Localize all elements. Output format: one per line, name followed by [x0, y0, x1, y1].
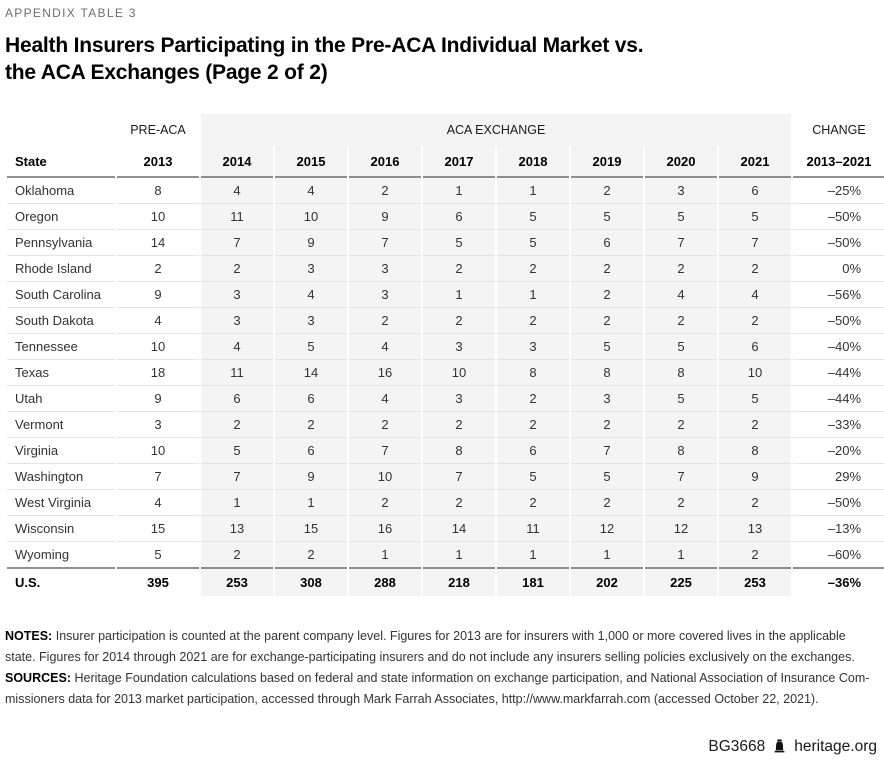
value-cell: 2 [423, 256, 495, 282]
value-cell: 8 [497, 360, 569, 386]
table-row [7, 542, 884, 569]
column-header-2021: 2021 [719, 146, 791, 178]
value-cell: 2 [497, 386, 569, 412]
value-cell: 10 [117, 334, 199, 360]
value-cell: 308 [275, 569, 347, 596]
value-cell: 4 [349, 386, 421, 412]
value-cell: 8 [645, 438, 717, 464]
value-cell: 395 [147, 575, 169, 590]
state-cell: Oregon [7, 204, 115, 230]
value-cell: 4 [117, 308, 199, 334]
change-cell: –50% [793, 204, 884, 230]
value-cell: 288 [349, 569, 421, 596]
column-header-state: State [7, 146, 115, 178]
value-cell: 2 [719, 308, 791, 334]
value-cell: 2 [423, 412, 495, 438]
table-row [7, 360, 884, 386]
value-cell: 2 [645, 308, 717, 334]
group-header-spacer [7, 114, 115, 146]
value-cell: 2 [349, 490, 421, 516]
group-header-change: CHANGE [812, 123, 866, 137]
state-cell: Utah [7, 386, 115, 412]
value-cell: 1 [275, 490, 347, 516]
value-cell: 11 [201, 360, 273, 386]
change-cell: 29% [793, 464, 884, 490]
value-cell: 4 [117, 490, 199, 516]
value-cell: 4 [349, 334, 421, 360]
column-header-row [7, 146, 884, 178]
value-cell: 2 [275, 412, 347, 438]
value-cell: 3 [349, 282, 421, 308]
change-cell: –60% [793, 542, 884, 569]
value-cell: 1 [423, 178, 495, 204]
value-cell: 3 [423, 386, 495, 412]
table-row [7, 334, 884, 360]
value-cell: 3 [497, 334, 569, 360]
value-cell: 3 [201, 308, 273, 334]
value-cell: 2 [571, 308, 643, 334]
value-cell: 5 [497, 204, 569, 230]
value-cell: 10 [117, 438, 199, 464]
table-row [7, 178, 884, 204]
value-cell: 1 [201, 490, 273, 516]
value-cell: 2 [571, 282, 643, 308]
value-cell: 5 [201, 438, 273, 464]
value-cell: 2 [571, 178, 643, 204]
value-cell: 7 [201, 464, 273, 490]
table-row [7, 308, 884, 334]
value-cell: 2 [571, 490, 643, 516]
value-cell: 1 [423, 282, 495, 308]
insurers-table [5, 114, 884, 596]
value-cell: 2 [645, 256, 717, 282]
value-cell: 5 [497, 464, 569, 490]
value-cell: 6 [275, 438, 347, 464]
sources-text: Heritage Foundation calculations based on federal and state information on exchange participation, and National Association of Insurance Com-missioners data for 2013 market participation, accessed through Mark Farrah Associates, http://www.markfarrah.com (accessed October 22, 2021). [5, 671, 870, 706]
value-cell: 8 [571, 360, 643, 386]
value-cell: 202 [571, 569, 643, 596]
value-cell: 5 [645, 334, 717, 360]
value-cell: 7 [645, 230, 717, 256]
appendix-table-label: APPENDIX TABLE 3 [5, 6, 137, 20]
site-link[interactable]: heritage.org [794, 738, 877, 755]
value-cell: 11 [497, 516, 569, 542]
state-cell: Rhode Island [7, 256, 115, 282]
value-cell: 5 [719, 386, 791, 412]
value-cell: 10 [275, 204, 347, 230]
table-row [7, 490, 884, 516]
change-cell: 0% [793, 256, 884, 282]
totals-row [7, 569, 884, 596]
state-cell: U.S. [15, 575, 41, 590]
value-cell: 2 [571, 256, 643, 282]
value-cell: 4 [275, 178, 347, 204]
value-cell: 7 [349, 438, 421, 464]
value-cell: 5 [275, 334, 347, 360]
change-cell: –56% [793, 282, 884, 308]
value-cell: 2 [117, 256, 199, 282]
value-cell: 225 [645, 569, 717, 596]
change-cell: –50% [793, 230, 884, 256]
value-cell: 5 [571, 204, 643, 230]
value-cell: 14 [117, 230, 199, 256]
value-cell: 10 [719, 360, 791, 386]
state-cell: Tennessee [7, 334, 115, 360]
sources-paragraph [5, 668, 879, 710]
table-row [7, 386, 884, 412]
table-row [7, 412, 884, 438]
value-cell: 3 [645, 178, 717, 204]
value-cell: 1 [497, 282, 569, 308]
change-cell: –40% [793, 334, 884, 360]
value-cell: 9 [117, 282, 199, 308]
value-cell: 1 [571, 542, 643, 569]
value-cell: 15 [275, 516, 347, 542]
table-row [7, 204, 884, 230]
value-cell: 3 [571, 386, 643, 412]
value-cell: 1 [349, 542, 421, 569]
value-cell: 2 [719, 412, 791, 438]
value-cell: 6 [201, 386, 273, 412]
value-cell: 5 [117, 542, 199, 569]
value-cell: 3 [117, 412, 199, 438]
table-body [7, 178, 884, 596]
sources-label: SOURCES: [5, 671, 71, 685]
group-header-aca-exchange: ACA EXCHANGE [201, 114, 791, 146]
value-cell: 4 [201, 334, 273, 360]
value-cell: 2 [423, 490, 495, 516]
value-cell: 5 [719, 204, 791, 230]
value-cell: 181 [497, 569, 569, 596]
page-title-line1: Health Insurers Participating in the Pre-ACA Individual Market vs. [5, 34, 644, 57]
value-cell: 2 [645, 412, 717, 438]
value-cell: 2 [275, 542, 347, 569]
value-cell: 5 [497, 230, 569, 256]
value-cell: 253 [719, 569, 791, 596]
notes-label: NOTES: [5, 629, 53, 643]
value-cell: 2 [719, 542, 791, 569]
column-header-2016: 2016 [349, 146, 421, 178]
value-cell: 2 [201, 256, 273, 282]
value-cell: 2 [349, 178, 421, 204]
value-cell: 1 [645, 542, 717, 569]
value-cell: 1 [497, 542, 569, 569]
change-cell: –36% [827, 575, 862, 590]
value-cell: 16 [349, 360, 421, 386]
change-cell: –44% [793, 386, 884, 412]
value-cell: 9 [275, 230, 347, 256]
value-cell: 5 [571, 464, 643, 490]
change-cell: –33% [793, 412, 884, 438]
value-cell: 2 [349, 412, 421, 438]
change-cell: –13% [793, 516, 884, 542]
value-cell: 9 [275, 464, 347, 490]
value-cell: 18 [117, 360, 199, 386]
value-cell: 5 [645, 204, 717, 230]
value-cell: 14 [423, 516, 495, 542]
value-cell: 6 [719, 334, 791, 360]
value-cell: 2 [201, 412, 273, 438]
value-cell: 253 [201, 569, 273, 596]
value-cell: 2 [571, 412, 643, 438]
value-cell: 1 [497, 178, 569, 204]
value-cell: 4 [275, 282, 347, 308]
value-cell: 2 [349, 308, 421, 334]
value-cell: 7 [201, 230, 273, 256]
value-cell: 4 [201, 178, 273, 204]
state-cell: Vermont [7, 412, 115, 438]
value-cell: 2 [719, 256, 791, 282]
change-cell: –50% [793, 490, 884, 516]
column-header-2014: 2014 [201, 146, 273, 178]
value-cell: 2 [201, 542, 273, 569]
state-cell: Pennsylvania [7, 230, 115, 256]
state-cell: Oklahoma [7, 178, 115, 204]
table-row [7, 516, 884, 542]
value-cell: 8 [423, 438, 495, 464]
value-cell: 5 [645, 386, 717, 412]
notes-text: Insurer participation is counted at the parent company level. Figures for 2013 are for insurers with 1,000 or more covered lives in the applicable state. Figures for 2014 through 2021 are for exchange-participating insurers and do not include any insurers selling policies exclusively on the exchanges. [5, 629, 855, 664]
value-cell: 2 [497, 308, 569, 334]
value-cell: 12 [645, 516, 717, 542]
value-cell: 13 [719, 516, 791, 542]
column-header-2020: 2020 [645, 146, 717, 178]
value-cell: 6 [571, 230, 643, 256]
column-header-2017: 2017 [423, 146, 495, 178]
page-title [5, 32, 879, 86]
group-header-row [7, 114, 884, 146]
value-cell: 12 [571, 516, 643, 542]
change-cell: –44% [793, 360, 884, 386]
value-cell: 5 [423, 230, 495, 256]
value-cell: 2 [497, 256, 569, 282]
value-cell: 6 [423, 204, 495, 230]
table-row [7, 282, 884, 308]
value-cell: 9 [719, 464, 791, 490]
state-cell: Wyoming [7, 542, 115, 569]
value-cell: 2 [423, 308, 495, 334]
state-cell: West Virginia [7, 490, 115, 516]
column-header-2018: 2018 [497, 146, 569, 178]
value-cell: 9 [117, 386, 199, 412]
table-row [7, 256, 884, 282]
page-title-line2: the ACA Exchanges (Page 2 of 2) [5, 61, 328, 84]
value-cell: 9 [349, 204, 421, 230]
state-cell: South Dakota [7, 308, 115, 334]
value-cell: 8 [117, 178, 199, 204]
value-cell: 3 [423, 334, 495, 360]
value-cell: 218 [423, 569, 495, 596]
value-cell: 2 [497, 412, 569, 438]
state-cell: South Carolina [7, 282, 115, 308]
value-cell: 10 [423, 360, 495, 386]
table-row [7, 438, 884, 464]
value-cell: 7 [349, 230, 421, 256]
value-cell: 8 [719, 438, 791, 464]
state-cell: Wisconsin [7, 516, 115, 542]
table-row [7, 464, 884, 490]
value-cell: 1 [423, 542, 495, 569]
column-header-2013: 2013 [117, 146, 199, 178]
value-cell: 3 [275, 256, 347, 282]
value-cell: 8 [645, 360, 717, 386]
value-cell: 2 [497, 490, 569, 516]
value-cell: 16 [349, 516, 421, 542]
footer [5, 738, 879, 756]
value-cell: 6 [719, 178, 791, 204]
value-cell: 15 [117, 516, 199, 542]
value-cell: 2 [719, 490, 791, 516]
value-cell: 10 [117, 204, 199, 230]
liberty-bell-icon [772, 739, 787, 755]
table-row [7, 230, 884, 256]
change-cell: –50% [793, 308, 884, 334]
value-cell: 11 [201, 204, 273, 230]
value-cell: 7 [719, 230, 791, 256]
value-cell: 2 [645, 490, 717, 516]
value-cell: 10 [349, 464, 421, 490]
value-cell: 7 [645, 464, 717, 490]
value-cell: 4 [719, 282, 791, 308]
value-cell: 3 [349, 256, 421, 282]
state-cell: Washington [7, 464, 115, 490]
value-cell: 7 [423, 464, 495, 490]
notes-block [5, 626, 879, 710]
value-cell: 7 [117, 464, 199, 490]
column-header-2015: 2015 [275, 146, 347, 178]
value-cell: 3 [201, 282, 273, 308]
value-cell: 4 [645, 282, 717, 308]
column-header-2019: 2019 [571, 146, 643, 178]
column-header-2013-2021: 2013–2021 [793, 146, 884, 178]
value-cell: 7 [571, 438, 643, 464]
value-cell: 6 [497, 438, 569, 464]
change-cell: –25% [793, 178, 884, 204]
value-cell: 3 [275, 308, 347, 334]
state-cell: Texas [7, 360, 115, 386]
value-cell: 6 [275, 386, 347, 412]
document-id: BG3668 [708, 738, 766, 755]
notes-paragraph [5, 626, 879, 668]
value-cell: 13 [201, 516, 273, 542]
change-cell: –20% [793, 438, 884, 464]
value-cell: 14 [275, 360, 347, 386]
group-header-pre-aca: PRE-ACA [130, 123, 186, 137]
state-cell: Virginia [7, 438, 115, 464]
value-cell: 5 [571, 334, 643, 360]
